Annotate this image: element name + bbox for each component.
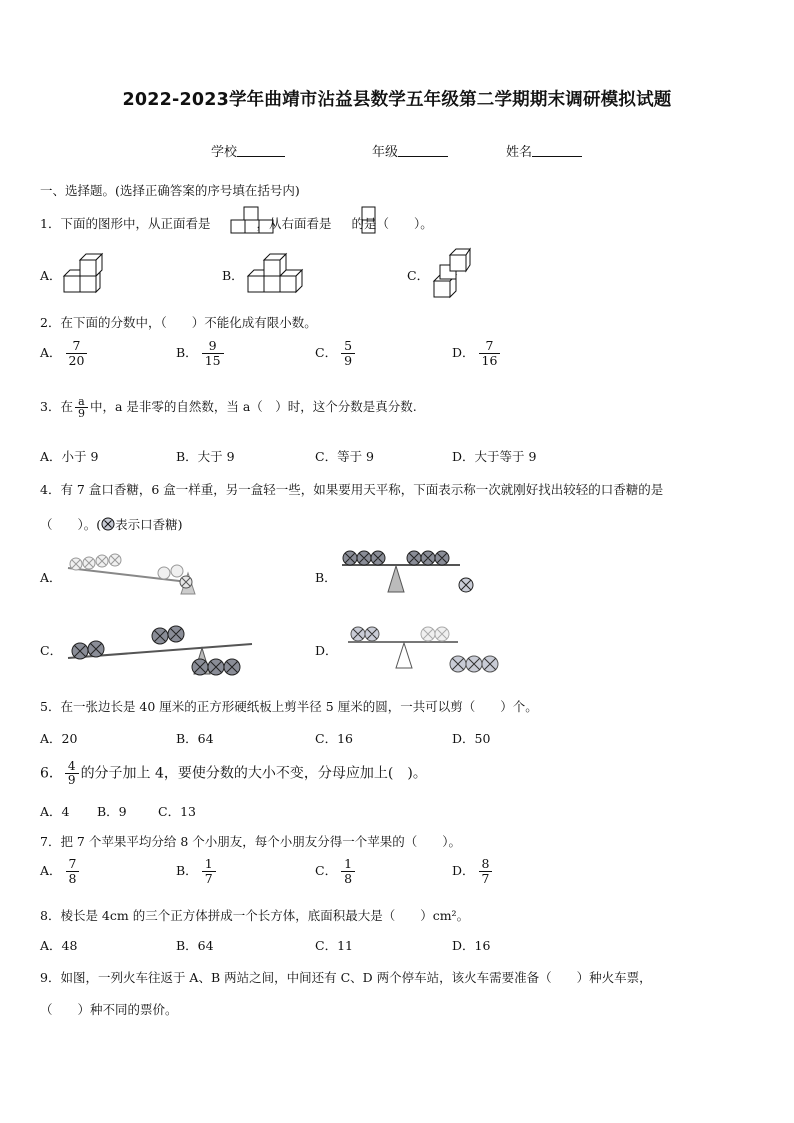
q8-option-a[interactable]: A．48 (40, 938, 78, 953)
q6-number: 6． (40, 765, 63, 782)
q2-option-a[interactable] (40, 339, 87, 368)
q3-denominator: 9 (75, 407, 88, 419)
school-field (211, 141, 285, 160)
q7-c-numerator: 1 (344, 856, 353, 871)
q7-c-denominator: 8 (341, 871, 355, 886)
q2-option-c[interactable] (315, 339, 355, 368)
q3-numerator: a (78, 395, 85, 408)
q4-option-b[interactable]: B． (315, 570, 337, 585)
q2-option-b[interactable] (176, 339, 224, 368)
q4-text-2a: （ ）。( (40, 517, 102, 532)
q2-b-denominator: 15 (202, 353, 224, 368)
q3-option-d[interactable]: D．大于等于 9 (452, 449, 537, 464)
q7-a-numerator: 7 (68, 856, 77, 871)
q1-text-3: 的是（ ）。 (351, 216, 433, 231)
q1-option-c[interactable]: C． (407, 268, 430, 283)
q4-balance-b (340, 548, 480, 598)
q4-balance-c (66, 618, 252, 680)
q1-option-b[interactable]: B． (222, 268, 244, 283)
q1-right-view-icon (361, 206, 377, 234)
q2-option-b-label: B． (176, 345, 198, 360)
q3-fraction (75, 396, 88, 419)
q2-option-b-fraction (202, 339, 224, 368)
q7-option-d-fraction (479, 857, 493, 886)
q7-option-a-label: A． (40, 863, 62, 878)
q3-option-a[interactable]: A．小于 9 (40, 449, 99, 464)
question-4-line-2 (40, 515, 183, 533)
q5-option-b[interactable]: B．64 (176, 731, 214, 746)
q2-c-numerator: 5 (344, 338, 353, 353)
q3-option-b[interactable]: B．大于 9 (176, 449, 235, 464)
q2-d-denominator: 16 (479, 353, 501, 368)
q1-cube-figure-c (432, 243, 472, 301)
q7-option-d-label: D． (452, 863, 475, 878)
q2-option-c-fraction (341, 339, 355, 368)
gum-icon (101, 517, 115, 531)
q7-d-denominator: 7 (479, 871, 493, 886)
q7-d-numerator: 8 (481, 856, 490, 871)
q4-option-d[interactable]: D． (315, 643, 338, 658)
q7-option-b-label: B． (176, 863, 198, 878)
q8-option-b[interactable]: B．64 (176, 938, 214, 953)
q6-numerator: 4 (67, 759, 76, 773)
q6-option-c[interactable]: C．13 (158, 804, 196, 819)
q7-option-b[interactable] (176, 857, 216, 886)
q2-option-a-label: A． (40, 345, 62, 360)
q7-a-denominator: 8 (66, 871, 80, 886)
q3-text-1: 3．在 (40, 399, 73, 414)
q1-text-1: 1．下面的图形中，从正面看是 (40, 216, 211, 231)
q1-text-2: ，从右面看是 (256, 216, 332, 231)
question-3 (40, 396, 417, 419)
section-heading: 一、选择题。(选择正确答案的序号填在括号内) (40, 183, 300, 198)
q5-option-a[interactable]: A．20 (40, 731, 78, 746)
q6-option-b[interactable]: B．9 (97, 804, 127, 819)
school-label: 学校 (211, 145, 238, 160)
q4-option-a[interactable]: A． (40, 570, 62, 585)
q2-c-denominator: 9 (341, 353, 355, 368)
question-5: 5．在一张边长是 40 厘米的正方形硬纸板上剪半径 5 厘米的圆，一共可以剪（ ）个。 (40, 699, 538, 714)
q7-option-a[interactable] (40, 857, 79, 886)
question-9-line-2: （ ）种不同的票价。 (40, 1002, 178, 1017)
question-8: 8．棱长是 4cm 的三个正方体拼成一个长方体，底面积最大是（ ）cm²。 (40, 908, 470, 923)
q5-option-d[interactable]: D．50 (452, 731, 491, 746)
page-title: 2022-2023学年曲靖市沾益县数学五年级第二学期期末调研模拟试题 (122, 90, 672, 110)
q2-option-c-label: C． (315, 345, 338, 360)
school-blank[interactable] (237, 144, 285, 157)
grade-label: 年级 (372, 145, 399, 160)
q7-b-numerator: 1 (204, 856, 213, 871)
q4-balance-a (64, 550, 204, 596)
question-4: 4．有 7 盒口香糖，6 盒一样重，另一盒轻一些，如果要用天平称，下面表示称一次就刚好找出较轻的口香糖的是 (40, 482, 664, 497)
q1-cube-figure-a (62, 248, 102, 298)
q6-option-a[interactable]: A．4 (40, 804, 70, 819)
name-label: 姓名 (506, 145, 533, 160)
q2-d-numerator: 7 (485, 338, 494, 353)
q2-option-d-label: D． (452, 345, 475, 360)
question-6 (40, 760, 427, 787)
q1-cube-figure-b (246, 250, 304, 296)
grade-blank[interactable] (398, 144, 448, 157)
q7-option-c-label: C． (315, 863, 338, 878)
q4-text-2b: 表示口香糖) (115, 517, 183, 532)
q6-text: 的分子加上 4，要使分数的大小不变，分母应加上( )。 (80, 765, 427, 782)
q2-a-denominator: 20 (66, 353, 88, 368)
name-field (506, 141, 582, 160)
q7-b-denominator: 7 (202, 871, 216, 886)
q7-option-d[interactable] (452, 857, 492, 886)
question-9: 9．如图，一列火车往返于 A、B 两站之间，中间还有 C、D 两个停车站，该火车需要准备（ ）种火车票， (40, 970, 652, 985)
q2-option-d-fraction (479, 339, 501, 368)
q7-option-c[interactable] (315, 857, 355, 886)
q2-a-numerator: 7 (72, 338, 81, 353)
grade-field (372, 141, 448, 160)
q4-balance-d (346, 622, 502, 678)
q4-option-c[interactable]: C． (40, 643, 63, 658)
q7-option-a-fraction (66, 857, 80, 886)
q5-option-c[interactable]: C．16 (315, 731, 353, 746)
name-blank[interactable] (532, 144, 582, 157)
q8-option-c[interactable]: C．11 (315, 938, 353, 953)
q3-option-c[interactable]: C．等于 9 (315, 449, 374, 464)
q1-front-view-icon (230, 206, 276, 234)
q6-fraction (65, 760, 79, 787)
question-2: 2．在下面的分数中，（ ）不能化成有限小数。 (40, 315, 317, 330)
q7-option-c-fraction (341, 857, 355, 886)
q8-option-d[interactable]: D．16 (452, 938, 491, 953)
question-7: 7．把 7 个苹果平均分给 8 个小朋友，每个小朋友分得一个苹果的（ ）。 (40, 834, 462, 849)
q3-text-2: 中，a 是非零的自然数，当 a（ ）时，这个分数是真分数. (89, 399, 417, 414)
q6-denominator: 9 (65, 773, 79, 787)
q2-b-numerator: 9 (208, 338, 217, 353)
q2-option-a-fraction (66, 339, 88, 368)
q7-option-b-fraction (202, 857, 216, 886)
q2-option-d[interactable] (452, 339, 500, 368)
q1-option-a[interactable]: A． (40, 268, 62, 283)
